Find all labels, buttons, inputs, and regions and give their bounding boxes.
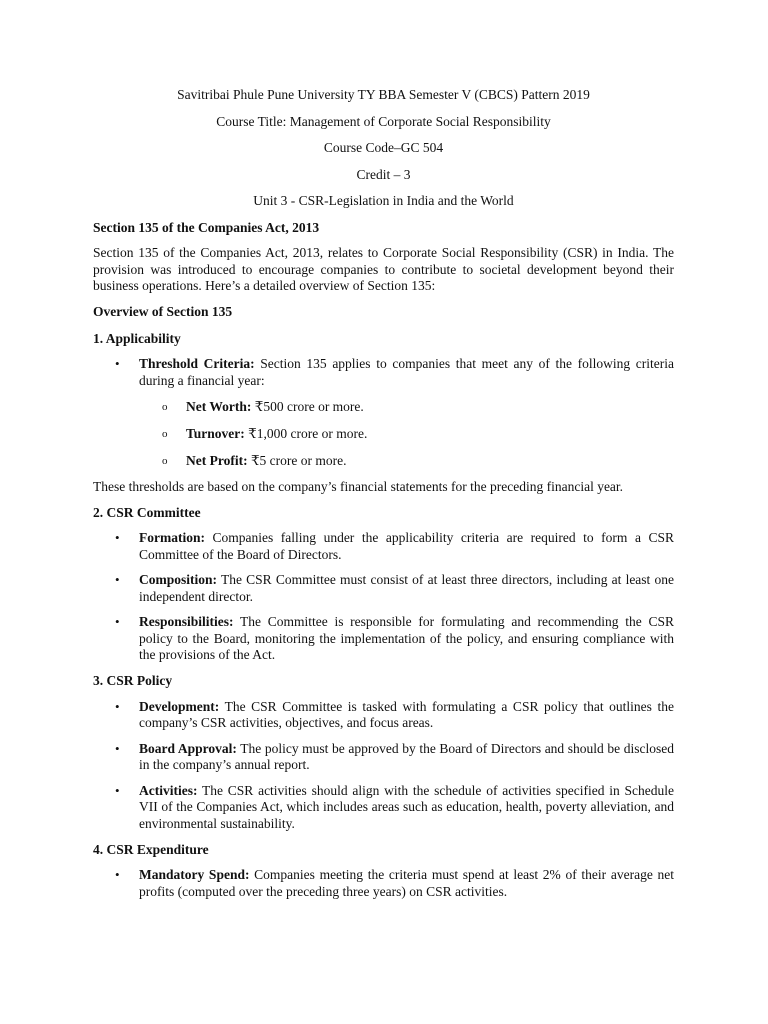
document-header <box>93 86 674 210</box>
policy-list <box>93 699 674 833</box>
criteria-list <box>139 398 674 470</box>
list-item <box>93 530 674 563</box>
threshold-note: These thresholds are based on the company’s financial statements for the preceding financial year. <box>93 478 624 494</box>
bullet-icon: • <box>115 614 120 629</box>
list-item <box>93 867 674 900</box>
overview-title: Overview of Section 135 <box>93 304 233 319</box>
bullet-icon: • <box>115 356 120 371</box>
committee-list <box>93 530 674 664</box>
bullet-icon: • <box>115 867 120 882</box>
list-item <box>93 614 674 664</box>
item-text: ₹1,000 crore or more. <box>244 426 368 441</box>
item-text: The CSR Committee must consist of at least three directors, including at least one independent director. <box>139 572 674 604</box>
bullet-icon: • <box>115 740 120 756</box>
credit-line: Credit – 3 <box>356 166 411 182</box>
list-item <box>139 425 674 443</box>
item-text: Section 135 applies to companies that meet any of the following criteria during a financial year: <box>139 356 674 388</box>
list-item <box>93 356 674 470</box>
list-item <box>93 783 674 833</box>
item-label: Composition: <box>139 572 218 587</box>
item-text: ₹500 crore or more. <box>251 399 364 414</box>
list-item <box>93 572 674 605</box>
expenditure-list <box>93 867 674 900</box>
course-title: Course Title: Management of Corporate Social Responsibility <box>216 113 551 129</box>
item-label: Net Profit: <box>186 453 248 468</box>
item-label: Turnover: <box>186 426 245 441</box>
circle-bullet-icon: o <box>162 428 168 440</box>
item-text: The policy must be approved by the Board of Directors and should be disclosed in the company’s annual report. <box>139 740 674 772</box>
item-label: Mandatory Spend: <box>139 867 250 882</box>
circle-bullet-icon: o <box>162 455 168 467</box>
item-text: Companies falling under the applicability criteria are required to form a CSR Committee of the Board of Directors. <box>139 530 674 562</box>
policy-title: 3. CSR Policy <box>93 673 173 688</box>
item-label: Formation: <box>139 530 205 545</box>
list-item <box>139 398 674 416</box>
item-label: Board Approval: <box>139 740 237 756</box>
list-item <box>93 699 674 732</box>
list-item <box>93 741 674 774</box>
item-label: Threshold Criteria: <box>139 356 255 371</box>
item-text: Companies meeting the criteria must spend at least 2% of their average net profits (computed over the preceding three years) on CSR activities. <box>139 867 674 899</box>
unit-title: Unit 3 - CSR-Legislation in India and the World <box>253 193 514 208</box>
university-line: Savitribai Phule Pune University TY BBA Semester V (CBCS) Pattern 2019 <box>177 87 590 102</box>
item-label: Activities: <box>139 782 198 798</box>
bullet-icon: • <box>115 782 120 798</box>
item-text: The CSR Committee is tasked with formulating a CSR policy that outlines the company’s CSR activities, objectives, and focus areas. <box>139 698 674 730</box>
item-label: Development: <box>139 698 220 714</box>
course-code: Course Code–GC 504 <box>323 140 444 155</box>
bullet-icon: • <box>115 530 120 545</box>
item-label: Net Worth: <box>186 399 252 414</box>
bullet-icon: • <box>115 698 120 714</box>
applicability-title: 1. Applicability <box>93 330 181 346</box>
bullet-icon: • <box>115 572 120 587</box>
list-item <box>139 452 674 470</box>
item-text: The CSR activities should align with the schedule of activities specified in Schedule VII of the Companies Act, which includes areas such as education, health, poverty alleviation, and environmental sustainability. <box>139 782 674 831</box>
intro-paragraph: Section 135 of the Companies Act, 2013, relates to Corporate Social Responsibility (CSR) in India. The provision was introduced to encourage companies to contribute to societal development beyond their business operations. Here’s a detailed overview of Section 135: <box>93 245 674 293</box>
item-text: The Committee is responsible for formulating and recommending the CSR policy to the Board, monitoring the implementation of the policy, and ensuring compliance with the provisions of the Act. <box>139 614 674 662</box>
document-page <box>93 86 674 909</box>
committee-title: 2. CSR Committee <box>93 504 201 520</box>
item-label: Responsibilities: <box>139 614 234 629</box>
section-title: Section 135 of the Companies Act, 2013 <box>93 219 320 235</box>
circle-bullet-icon: o <box>162 401 168 413</box>
expenditure-title: 4. CSR Expenditure <box>93 841 209 857</box>
applicability-list <box>93 356 674 470</box>
item-text: ₹5 crore or more. <box>247 453 347 468</box>
